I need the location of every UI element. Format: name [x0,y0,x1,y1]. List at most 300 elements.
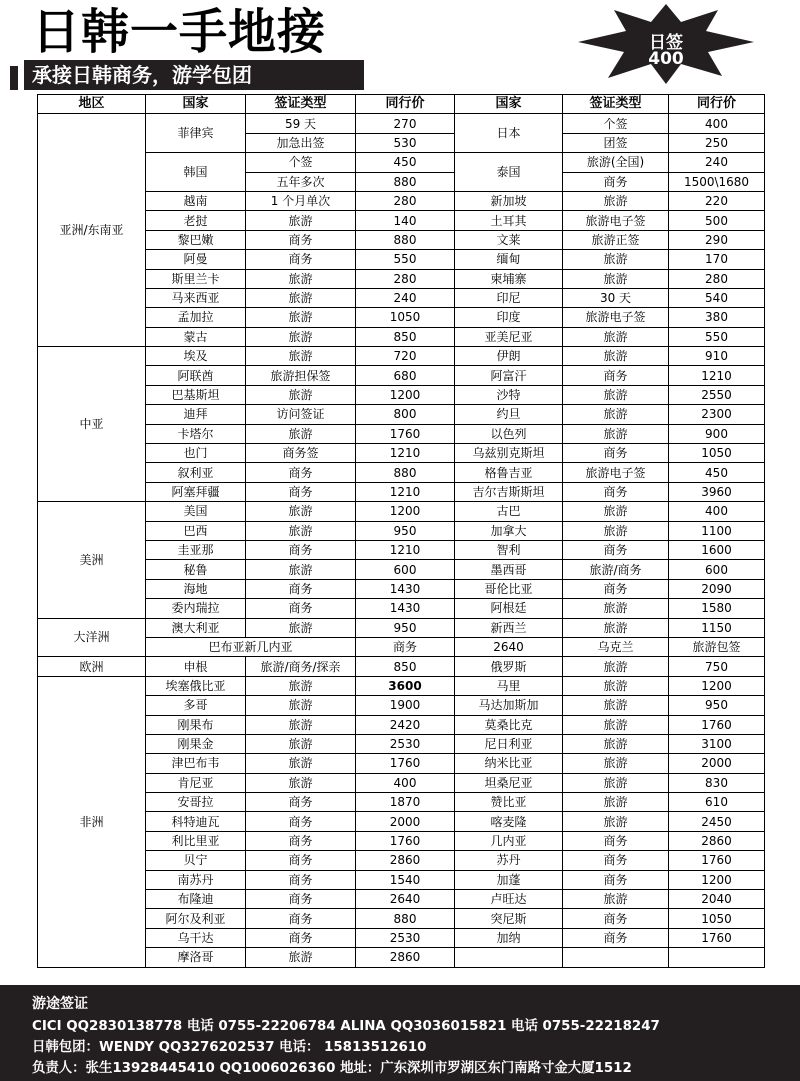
table-row [38,230,765,249]
price-cell: 380 [669,308,765,327]
visa-type-cell: 商务 [246,230,356,249]
country-cell: 吉尔吉斯斯坦 [455,482,563,501]
country-cell: 古巴 [455,502,563,521]
country-cell: 苏丹 [455,851,563,870]
country-cell: 津巴布韦 [146,754,246,773]
visa-type-cell: 商务 [563,366,669,385]
header-visa-type: 签证类型 [246,95,356,114]
visa-type-cell [563,948,669,967]
visa-type-cell: 旅游 [563,269,669,288]
table-row [38,948,765,967]
price-cell: 1760 [356,831,455,850]
country-cell: 乌干达 [146,928,246,947]
country-cell: 乌克兰 [563,637,669,656]
country-cell: 埃塞俄比亚 [146,676,246,695]
country-cell: 申根 [146,657,246,676]
table-row [38,424,765,443]
price-cell: 910 [669,347,765,366]
visa-type-cell: 1 个月单次 [246,191,356,210]
table-row [38,211,765,230]
visa-type-cell: 商务 [246,579,356,598]
price-cell: 1210 [669,366,765,385]
table-row [38,812,765,831]
price-cell: 2000 [356,812,455,831]
table-row [38,676,765,695]
visa-type-cell: 个签 [563,114,669,133]
country-cell: 日本 [455,114,563,153]
price-cell: 400 [669,114,765,133]
visa-type-cell: 旅游 [563,696,669,715]
country-cell: 肯尼亚 [146,773,246,792]
country-cell: 莫桑比克 [455,715,563,734]
country-cell: 阿联酋 [146,366,246,385]
visa-type-cell: 旅游 [563,890,669,909]
country-cell: 贝宁 [146,851,246,870]
price-cell: 240 [669,153,765,172]
price-cell: 2860 [356,948,455,967]
region-cell: 美洲 [38,502,146,618]
price-cell: 250 [669,133,765,152]
price-cell: 550 [356,250,455,269]
visa-type-cell: 旅游包签 [669,637,765,656]
country-cell: 韩国 [146,153,246,192]
visa-type-cell: 59 天 [246,114,356,133]
country-cell: 巴布亚新几内亚 [146,637,356,656]
visa-type-cell: 旅游 [246,424,356,443]
price-cell: 280 [669,269,765,288]
table-row [38,250,765,269]
price-cell: 1210 [356,540,455,559]
visa-type-cell: 旅游 [246,560,356,579]
visa-type-cell: 商务 [246,890,356,909]
country-cell: 文莱 [455,230,563,249]
table-row [38,890,765,909]
visa-type-cell: 旅游 [246,308,356,327]
price-cell: 1210 [356,482,455,501]
country-cell: 印度 [455,308,563,327]
visa-type-cell: 商务 [246,928,356,947]
table-row [38,831,765,850]
visa-type-cell: 旅游担保签 [246,366,356,385]
visa-type-cell: 商务 [563,579,669,598]
visa-type-cell: 个签 [246,153,356,172]
header-visa-type: 签证类型 [563,95,669,114]
country-cell: 黎巴嫩 [146,230,246,249]
visa-type-cell: 商务 [246,909,356,928]
price-cell: 280 [356,191,455,210]
price-cell: 2640 [356,890,455,909]
region-cell: 非洲 [38,676,146,967]
table-row [38,851,765,870]
visa-type-cell: 旅游 [563,191,669,210]
country-cell: 墨西哥 [455,560,563,579]
country-cell: 巴西 [146,521,246,540]
country-cell: 卡塔尔 [146,424,246,443]
country-cell: 委内瑞拉 [146,599,246,618]
country-cell: 纳米比亚 [455,754,563,773]
price-cell: 880 [356,909,455,928]
price-cell: 1050 [356,308,455,327]
price-cell: 2530 [356,928,455,947]
visa-type-cell: 商务 [246,250,356,269]
price-cell: 1050 [669,909,765,928]
table-row [38,482,765,501]
country-cell: 阿塞拜疆 [146,482,246,501]
visa-type-cell: 商务 [563,540,669,559]
visa-type-cell: 旅游 [563,715,669,734]
price-cell: 600 [356,560,455,579]
table-row [38,347,765,366]
price-cell: 1050 [669,444,765,463]
table-row [38,715,765,734]
visa-type-cell: 商务 [563,444,669,463]
header-price: 同行价 [356,95,455,114]
visa-type-cell: 旅游 [563,385,669,404]
country-cell: 喀麦隆 [455,812,563,831]
country-cell: 乌兹别克斯坦 [455,444,563,463]
page-title: 日韩一手地接 [32,4,327,60]
country-cell: 埃及 [146,347,246,366]
visa-type-cell: 团签 [563,133,669,152]
visa-type-cell: 旅游 [246,734,356,753]
table-row [38,463,765,482]
visa-type-cell: 旅游(全国) [563,153,669,172]
price-cell: 610 [669,793,765,812]
header-region: 地区 [38,95,146,114]
country-cell: 菲律宾 [146,114,246,153]
price-cell: 1200 [669,676,765,695]
region-cell: 中亚 [38,347,146,502]
price-cell: 1760 [669,715,765,734]
visa-type-cell: 商务 [246,831,356,850]
table-row [38,405,765,424]
country-cell: 缅甸 [455,250,563,269]
visa-type-cell: 旅游 [563,793,669,812]
table-row [38,734,765,753]
visa-type-cell: 商务 [246,540,356,559]
visa-type-cell: 旅游 [563,754,669,773]
country-cell: 马里 [455,676,563,695]
country-cell: 伊朗 [455,347,563,366]
price-cell: 1430 [356,579,455,598]
table-row [38,909,765,928]
price-cell: 850 [356,657,455,676]
visa-type-cell: 旅游 [246,676,356,695]
visa-type-cell: 商务 [563,928,669,947]
visa-type-cell: 商务 [563,482,669,501]
visa-type-cell: 旅游 [246,385,356,404]
country-cell: 土耳其 [455,211,563,230]
visa-type-cell: 旅游 [563,618,669,637]
price-cell: 3600 [356,676,455,695]
price-cell: 2640 [455,637,563,656]
country-cell: 新加坡 [455,191,563,210]
visa-type-cell: 旅游 [563,676,669,695]
price-cell: 280 [356,269,455,288]
price-cell: 2300 [669,405,765,424]
price-cell: 1540 [356,870,455,889]
price-cell: 680 [356,366,455,385]
country-cell: 刚果布 [146,715,246,734]
table-row [38,560,765,579]
visa-type-cell: 旅游 [246,696,356,715]
visa-type-cell: 旅游 [563,734,669,753]
visa-type-cell: 商务 [563,870,669,889]
subtitle-banner [24,60,364,90]
table-row [38,773,765,792]
table-row [38,540,765,559]
visa-type-cell: 旅游 [246,754,356,773]
price-cell: 1150 [669,618,765,637]
country-cell: 迪拜 [146,405,246,424]
country-cell: 赞比亚 [455,793,563,812]
table-row [38,444,765,463]
region-cell: 亚洲/东南亚 [38,114,146,347]
country-cell: 格鲁吉亚 [455,463,563,482]
table-row [38,327,765,346]
visa-type-cell: 商务 [246,870,356,889]
banner-stripe [10,66,18,90]
price-cell: 1760 [669,928,765,947]
price-cell: 2040 [669,890,765,909]
country-cell: 柬埔寨 [455,269,563,288]
visa-type-cell: 旅游/商务/探亲 [246,657,356,676]
country-cell: 刚果金 [146,734,246,753]
country-cell: 阿尔及利亚 [146,909,246,928]
country-cell: 也门 [146,444,246,463]
price-cell: 3100 [669,734,765,753]
visa-type-cell: 商务 [563,831,669,850]
country-cell: 蒙古 [146,327,246,346]
visa-type-cell: 旅游 [563,599,669,618]
price-cell: 290 [669,230,765,249]
contact-line: CICI QQ2830138778 电话 0755-22206784 ALINA QQ3036015821 电话 0755-22218247 [32,1019,660,1034]
country-cell: 斯里兰卡 [146,269,246,288]
price-cell: 1100 [669,521,765,540]
country-cell: 俄罗斯 [455,657,563,676]
price-cell: 1870 [356,793,455,812]
price-cell: 880 [356,172,455,191]
country-cell: 越南 [146,191,246,210]
table-row [38,793,765,812]
price-cell: 1900 [356,696,455,715]
price-cell: 170 [669,250,765,269]
price-cell: 2860 [356,851,455,870]
country-cell: 亚美尼亚 [455,327,563,346]
visa-type-cell: 旅游 [563,424,669,443]
footer-contact [0,985,800,1081]
price-cell: 2550 [669,385,765,404]
price-cell: 2450 [669,812,765,831]
visa-type-cell: 旅游电子签 [563,211,669,230]
country-cell: 摩洛哥 [146,948,246,967]
visa-type-cell: 旅游 [246,288,356,307]
visa-type-cell: 商务 [563,172,669,191]
visa-type-cell: 商务签 [246,444,356,463]
price-cell: 600 [669,560,765,579]
price-cell: 720 [356,347,455,366]
visa-type-cell: 商务 [563,909,669,928]
price-cell: 550 [669,327,765,346]
price-cell: 1600 [669,540,765,559]
visa-type-cell: 旅游电子签 [563,308,669,327]
visa-type-cell: 旅游 [563,502,669,521]
visa-type-cell: 30 天 [563,288,669,307]
table-row [38,366,765,385]
country-cell: 突尼斯 [455,909,563,928]
visa-price-table [37,94,765,968]
country-cell: 泰国 [455,153,563,192]
table-row [38,191,765,210]
group-contact-line: 日韩包团：WENDY QQ3276202537 电话： 15813512610 [32,1040,427,1055]
header-price: 同行价 [669,95,765,114]
visa-type-cell: 旅游正签 [563,230,669,249]
table-row [38,288,765,307]
price-cell: 2860 [669,831,765,850]
price-cell: 1210 [356,444,455,463]
subtitle-text: 承接日韩商务，游学包团 [32,63,252,87]
country-cell: 孟加拉 [146,308,246,327]
visa-type-cell: 旅游 [246,211,356,230]
table-row [38,269,765,288]
country-cell: 安哥拉 [146,793,246,812]
price-cell: 500 [669,211,765,230]
country-cell: 尼日利亚 [455,734,563,753]
visa-type-cell: 商务 [246,793,356,812]
price-cell: 270 [356,114,455,133]
country-cell: 印尼 [455,288,563,307]
visa-type-cell: 访问签证 [246,405,356,424]
price-cell: 2090 [669,579,765,598]
country-cell: 卢旺达 [455,890,563,909]
table-row [38,657,765,676]
price-cell: 830 [669,773,765,792]
visa-type-cell: 加急出签 [246,133,356,152]
table-row [38,870,765,889]
country-cell: 坦桑尼亚 [455,773,563,792]
price-cell: 1200 [669,870,765,889]
table-row [38,521,765,540]
price-cell: 450 [669,463,765,482]
visa-type-cell: 旅游 [563,347,669,366]
visa-type-cell: 旅游 [246,715,356,734]
visa-type-cell: 旅游 [246,521,356,540]
visa-type-cell: 旅游 [563,250,669,269]
country-cell: 阿曼 [146,250,246,269]
price-cell [669,948,765,967]
price-cell: 240 [356,288,455,307]
price-cell: 2530 [356,734,455,753]
visa-type-cell: 商务 [246,599,356,618]
visa-type-cell: 商务 [246,463,356,482]
country-cell: 马来西亚 [146,288,246,307]
country-cell: 多哥 [146,696,246,715]
visa-type-cell: 旅游 [563,657,669,676]
price-cell: 880 [356,463,455,482]
visa-type-cell: 旅游电子签 [563,463,669,482]
country-cell: 哥伦比亚 [455,579,563,598]
price-cell: 220 [669,191,765,210]
country-cell: 加纳 [455,928,563,947]
visa-type-cell: 旅游 [563,327,669,346]
price-cell: 1200 [356,385,455,404]
country-cell: 秘鲁 [146,560,246,579]
country-cell: 约旦 [455,405,563,424]
table-row [38,618,765,637]
country-cell: 几内亚 [455,831,563,850]
price-cell: 1760 [356,754,455,773]
price-cell: 950 [669,696,765,715]
region-cell: 大洋洲 [38,618,146,657]
country-cell: 圭亚那 [146,540,246,559]
price-cell: 1430 [356,599,455,618]
country-cell: 以色列 [455,424,563,443]
country-cell: 阿根廷 [455,599,563,618]
country-cell: 智利 [455,540,563,559]
badge-price: 400 [648,49,684,69]
country-cell: 加拿大 [455,521,563,540]
visa-type-cell: 旅游 [246,948,356,967]
price-cell: 140 [356,211,455,230]
visa-type-cell: 旅游 [246,618,356,637]
country-cell: 沙特 [455,385,563,404]
country-cell: 利比里亚 [146,831,246,850]
country-cell [455,948,563,967]
country-cell: 美国 [146,502,246,521]
country-cell: 海地 [146,579,246,598]
price-cell: 450 [356,153,455,172]
price-cell: 750 [669,657,765,676]
table-row [38,385,765,404]
price-cell: 1760 [669,851,765,870]
table-row [38,308,765,327]
price-cell: 900 [669,424,765,443]
visa-type-cell: 旅游 [563,405,669,424]
visa-type-cell: 旅游 [246,502,356,521]
country-cell: 新西兰 [455,618,563,637]
header-country: 国家 [146,95,246,114]
country-cell: 叙利亚 [146,463,246,482]
region-cell: 欧洲 [38,657,146,676]
visa-type-cell: 旅游 [246,269,356,288]
country-cell: 布隆迪 [146,890,246,909]
country-cell: 老挝 [146,211,246,230]
price-cell: 400 [669,502,765,521]
country-cell: 巴基斯坦 [146,385,246,404]
table-row [38,696,765,715]
visa-type-cell: 旅游 [563,773,669,792]
visa-type-cell: 商务 [246,851,356,870]
price-cell: 540 [669,288,765,307]
price-cell: 880 [356,230,455,249]
price-cell: 2000 [669,754,765,773]
price-cell: 950 [356,618,455,637]
visa-type-cell: 旅游 [563,521,669,540]
visa-type-cell: 旅游 [246,347,356,366]
table-row [38,599,765,618]
price-cell: 1500\1680 [669,172,765,191]
price-cell: 2420 [356,715,455,734]
country-cell: 科特迪瓦 [146,812,246,831]
table-row [38,754,765,773]
company-name: 游途签证 [32,996,88,1012]
price-cell: 800 [356,405,455,424]
visa-type-cell: 商务 [246,812,356,831]
visa-type-cell: 商务 [356,637,455,656]
visa-type-cell: 旅游 [246,327,356,346]
price-cell: 1760 [356,424,455,443]
price-cell: 950 [356,521,455,540]
